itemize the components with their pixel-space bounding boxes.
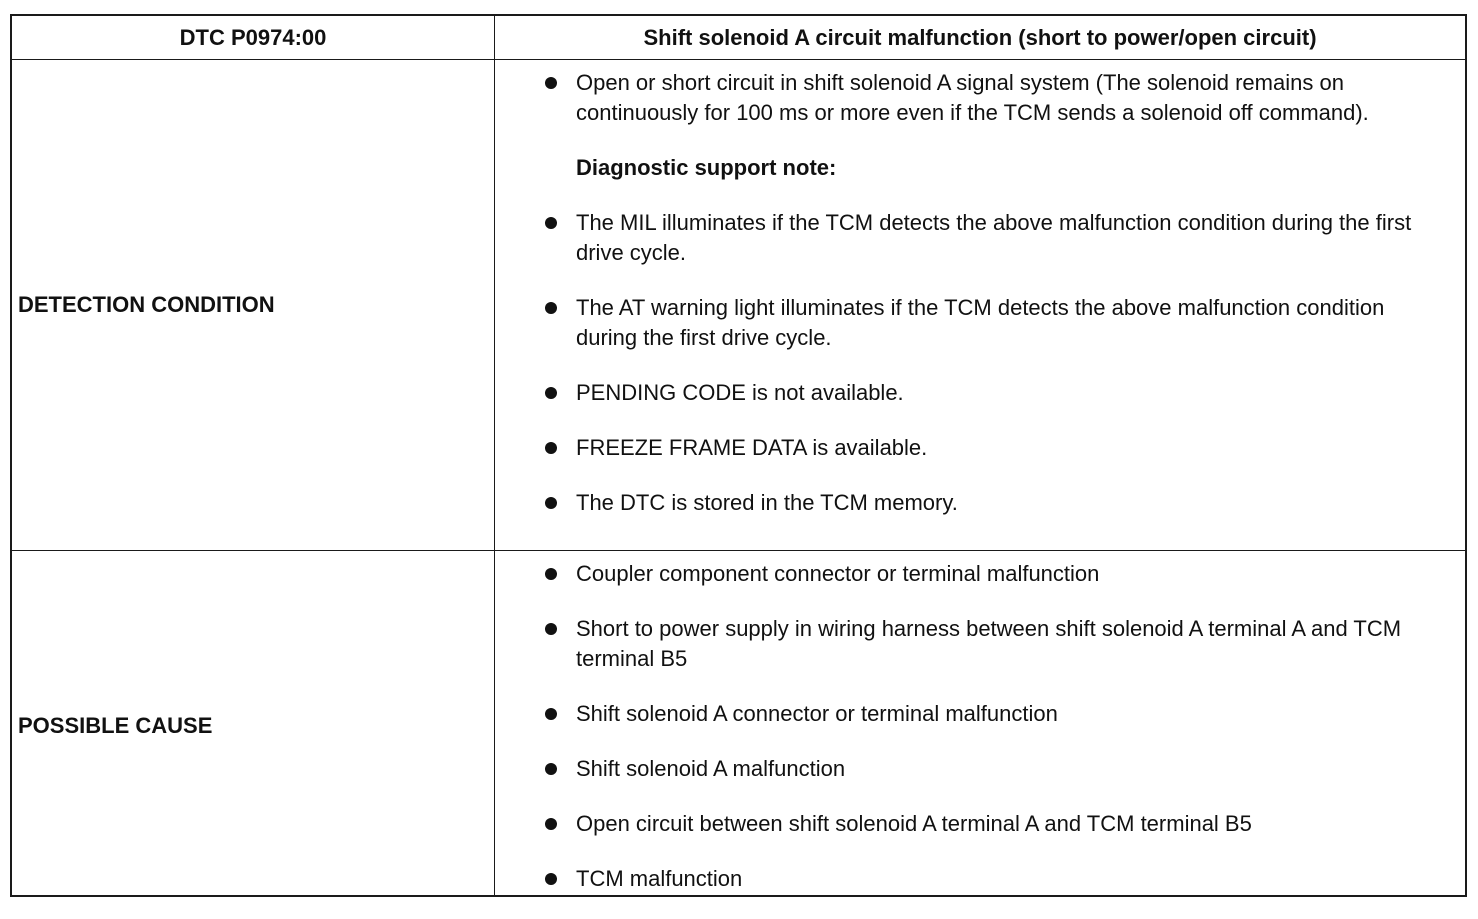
possible-cause-content bbox=[542, 559, 1447, 919]
table-header-row bbox=[12, 16, 1465, 60]
list-item-text: TCM malfunction bbox=[576, 866, 743, 891]
bullet-icon bbox=[545, 77, 557, 89]
list-item-text: Shift solenoid A connector or terminal malfunction bbox=[576, 701, 1058, 726]
list-item bbox=[542, 559, 1447, 589]
column-divider bbox=[494, 551, 495, 895]
bullet-icon bbox=[545, 497, 557, 509]
bullet-icon bbox=[545, 708, 557, 720]
list-item bbox=[542, 208, 1447, 268]
list-item bbox=[542, 754, 1447, 784]
bullet-icon bbox=[545, 568, 557, 580]
detection-condition-content bbox=[542, 68, 1447, 543]
bullet-icon bbox=[545, 873, 557, 885]
bullet-icon bbox=[545, 818, 557, 830]
dtc-description: Shift solenoid A circuit malfunction (short to power/open circuit) bbox=[643, 25, 1317, 50]
dtc-table bbox=[10, 14, 1467, 897]
list-item-text: Open circuit between shift solenoid A terminal A and TCM terminal B5 bbox=[576, 811, 1252, 836]
list-item bbox=[542, 864, 1447, 894]
bullet-icon bbox=[545, 302, 557, 314]
detection-condition-label: DETECTION CONDITION bbox=[18, 292, 275, 317]
list-item bbox=[542, 809, 1447, 839]
column-divider bbox=[494, 60, 495, 550]
list-item bbox=[542, 378, 1447, 408]
possible-cause-label: POSSIBLE CAUSE bbox=[18, 713, 213, 738]
list-item-text: The AT warning light illuminates if the TCM detects the above malfunction condition during the first drive cycle. bbox=[576, 295, 1385, 350]
list-item bbox=[542, 699, 1447, 729]
list-item-text: Short to power supply in wiring harness between shift solenoid A terminal A and TCM terminal B5 bbox=[576, 616, 1402, 671]
list-item-text: Open or short circuit in shift solenoid A signal system (The solenoid remains on continuously for 100 ms or more even if the TCM sends a solenoid off command). bbox=[576, 70, 1369, 125]
bullet-icon bbox=[545, 623, 557, 635]
bullet-icon bbox=[545, 217, 557, 229]
diagnostic-support-note-title: Diagnostic support note: bbox=[576, 155, 837, 180]
list-item bbox=[542, 293, 1447, 353]
list-item bbox=[542, 68, 1447, 128]
list-item bbox=[542, 488, 1447, 518]
list-item bbox=[542, 433, 1447, 463]
list-item-text: The DTC is stored in the TCM memory. bbox=[576, 490, 958, 515]
possible-cause-row bbox=[12, 551, 1465, 895]
detection-condition-row bbox=[12, 60, 1465, 551]
list-item-text: Coupler component connector or terminal malfunction bbox=[576, 561, 1100, 586]
bullet-icon bbox=[545, 442, 557, 454]
bullet-icon bbox=[545, 763, 557, 775]
list-item-text: The MIL illuminates if the TCM detects the above malfunction condition during the first drive cycle. bbox=[576, 210, 1412, 265]
list-item-text: PENDING CODE is not available. bbox=[576, 380, 904, 405]
list-item-text: FREEZE FRAME DATA is available. bbox=[576, 435, 928, 460]
list-item bbox=[542, 614, 1447, 674]
bullet-icon bbox=[545, 387, 557, 399]
list-item-text: Shift solenoid A malfunction bbox=[576, 756, 846, 781]
dtc-code: DTC P0974:00 bbox=[179, 25, 327, 50]
